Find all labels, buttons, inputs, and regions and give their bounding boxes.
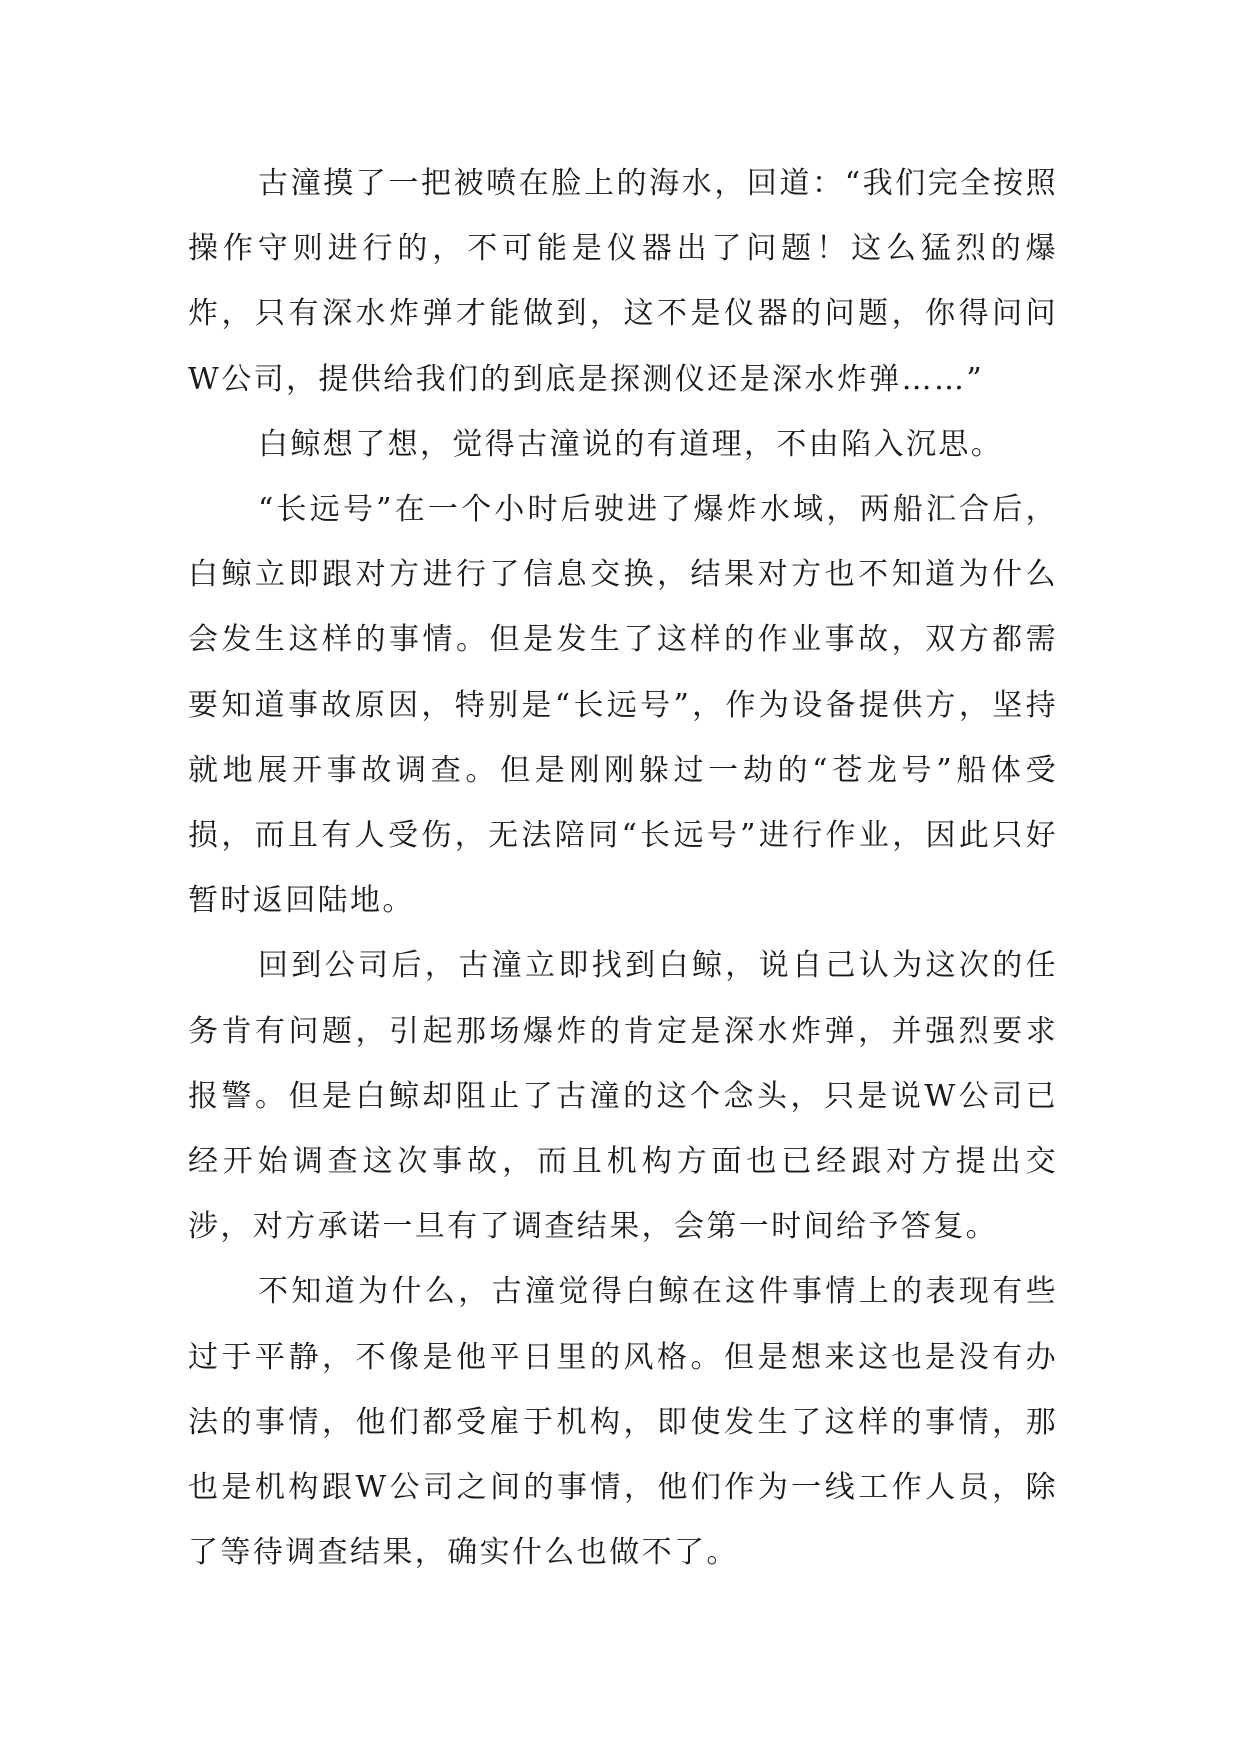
paragraph-1: 古潼摸了一把被喷在脸上的海水，回道：“我们完全按照操作守则进行的，不可能是仪器出了问题！这么猛烈的爆炸，只有深水炸弹才能做到，这不是仪器的问题，你得问问W公司，提供给我们的到底是探测仪还是深水炸弹……”	[188, 166, 1058, 397]
body-text	[188, 151, 1058, 1585]
paragraph-2: 白鲸想了想，觉得古潼说的有道理，不由陷入沉思。	[258, 426, 1004, 462]
paragraph-5: 不知道为什么，古潼觉得白鲸在这件事情上的表现有些过于平静，不像是他平日里的风格。但是想来这也是没有办法的事情，他们都受雇于机构，即使发生了这样的事情，那也是机构跟W公司之间的事情，他们作为一线工作人员，除了等待调查结果，确实什么也做不了。	[188, 1274, 1058, 1571]
paragraph-4: 回到公司后，古潼立即找到白鲸，说自己认为这次的任务肯有问题，引起那场爆炸的肯定是深水炸弹，并强烈要求报警。但是白鲸却阻止了古潼的这个念头，只是说W公司已经开始调查这次事故，而且机构方面也已经跟对方提出交涉，对方承诺一旦有了调查结果，会第一时间给予答复。	[188, 948, 1058, 1245]
paragraph-3: “长远号”在一个小时后驶进了爆炸水域，两船汇合后，白鲸立即跟对方进行了信息交换，结果对方也不知道为什么会发生这样的事情。但是发生了这样的作业事故，双方都需要知道事故原因，特别是“长远号”，作为设备提供方，坚持就地展开事故调查。但是刚刚躲过一劫的“苍龙号”船体受损，而且有人受伤，无法陪同“长远号”进行作业，因此只好暂时返回陆地。	[188, 492, 1058, 919]
